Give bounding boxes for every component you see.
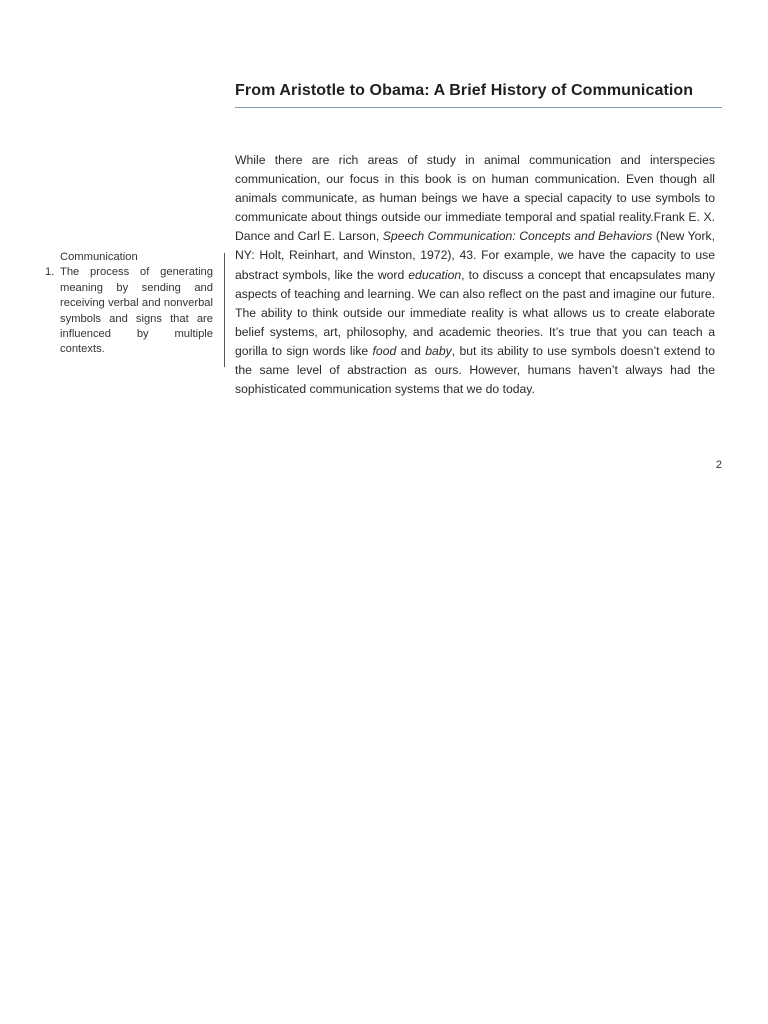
citation-title: Speech Communication: Concepts and Behaviors	[382, 229, 653, 244]
emphasis-food: food	[372, 343, 397, 358]
body-paragraph	[235, 151, 715, 399]
definition-number: 1.	[45, 266, 55, 279]
body-text-segment: , to discuss a concept that encapsulates many aspects of teaching and learning. We can also reflect on the past and imagine our future. The ability to think outside our immediate reality is what allows us to create elaborate belief systems, art, philosophy, and academic theories. It’s true that you can teach a gorilla to sign words like	[235, 267, 716, 358]
glossary-sidebar	[45, 250, 213, 358]
emphasis-baby: baby	[425, 343, 452, 358]
body-text-segment: (New York, NY: Holt, Reinhart, and Winston, 1972), 43. For example, we have the capacity to use abstract symbols, like the word	[235, 229, 715, 282]
emphasis-education: education	[408, 267, 462, 282]
glossary-term: Communication	[60, 251, 138, 263]
sidebar-divider	[224, 253, 225, 367]
page-title: From Aristotle to Obama: A Brief History of Communication	[235, 82, 694, 99]
glossary-definition	[45, 265, 213, 357]
body-text-segment: and	[396, 343, 426, 358]
definition-text: The process of generating meaning by sending and receiving verbal and nonverbal symbols and signs that are influenced by multiple contexts.	[60, 266, 213, 356]
body-text-segment: , but its ability to use symbols doesn’t extend to the same level of abstraction as ours. However, humans haven’t always had the sophisticated communication systems that we do today.	[235, 343, 716, 397]
body-text-segment: While there are rich areas of study in animal communication and interspecies communication, our focus in this book is on human communication. Even though all animals communicate, as human beings we have a special capacity to use symbols to communicate about things outside our immediate temporal and spatial reality.Frank E. X. Dance and Carl E. Larson,	[235, 153, 715, 244]
page-number: 2	[715, 459, 722, 471]
title-underline	[235, 107, 722, 108]
